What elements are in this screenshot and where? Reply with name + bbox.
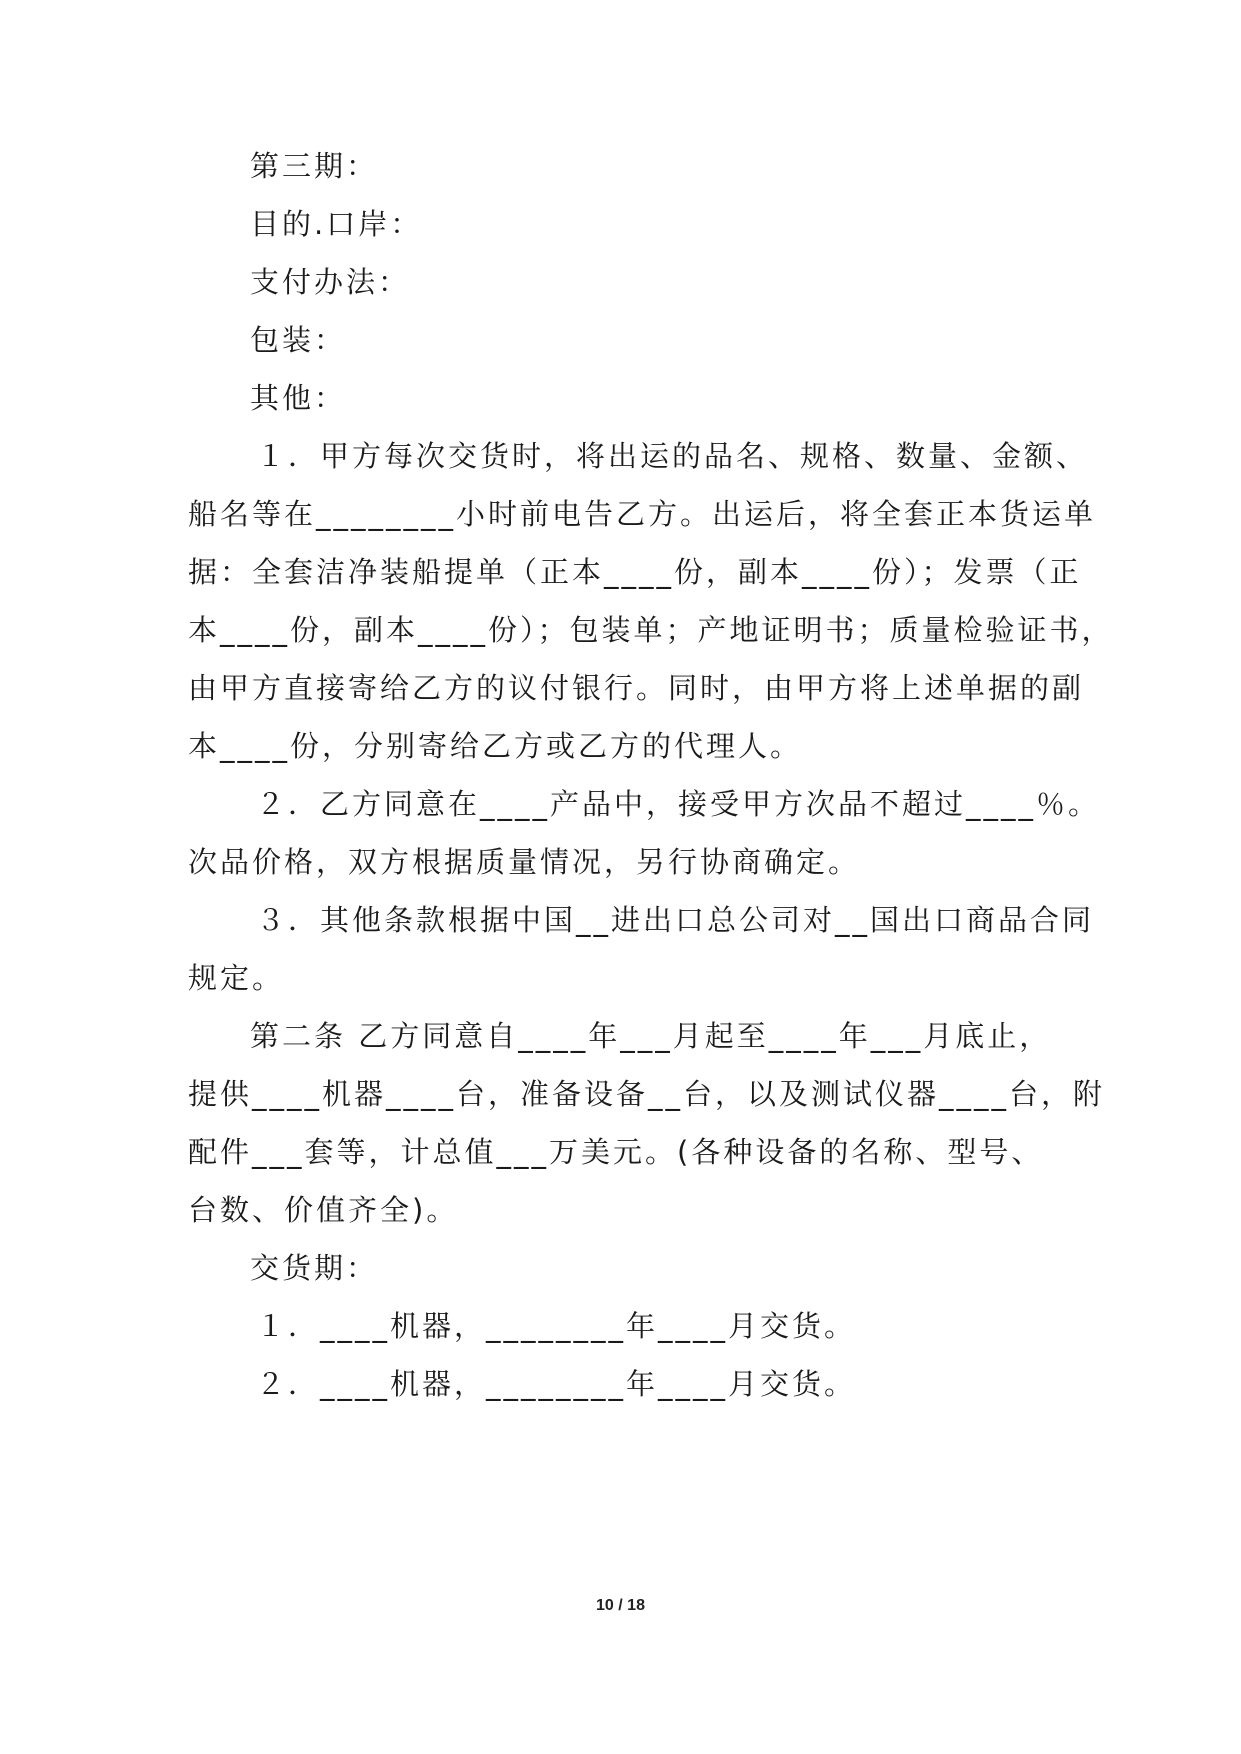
text-line-21: １．____机器，________年____月交货。 <box>256 1309 857 1343</box>
text-line-16: 第二条 乙方同意自____年___月起至____年___月底止， <box>250 1019 1052 1053</box>
text-line-3: 支付办法： <box>250 265 411 299</box>
text-line-4: 包装： <box>250 323 347 357</box>
text-line-19: 台数、价值齐全)。 <box>188 1193 459 1227</box>
text-line-7: 船名等在________小时前电告乙方。出运后，将全套正本货运单 <box>188 497 1097 531</box>
text-line-6: １．甲方每次交货时，将出运的品名、规格、数量、金额、 <box>256 439 1089 473</box>
text-line-9: 本____份，副本____份）；包装单；产地证明书；质量检验证书， <box>188 613 1114 647</box>
text-line-18: 配件___套等，计总值___万美元。(各种设备的名称、型号、 <box>188 1135 1044 1169</box>
text-line-11: 本____份，分别寄给乙方或乙方的代理人。 <box>188 729 803 763</box>
text-line-10: 由甲方直接寄给乙方的议付银行。同时，由甲方将上述单据的副 <box>188 671 1085 705</box>
text-line-22: ２．____机器，________年____月交货。 <box>256 1367 857 1401</box>
text-line-20: 交货期： <box>250 1251 379 1285</box>
text-line-17: 提供____机器____台，准备设备__台，以及测试仪器____台，附 <box>188 1077 1106 1111</box>
text-line-5: 其他： <box>250 381 347 415</box>
text-line-2: 目的.口岸： <box>250 207 423 241</box>
text-line-15: 规定。 <box>188 961 285 995</box>
text-line-1: 第三期： <box>250 149 379 183</box>
text-line-8: 据：全套洁净装船提单（正本____份，副本____份）；发票（正 <box>188 555 1082 589</box>
text-line-14: ３．其他条款根据中国__进出口总公司对__国出口商品合同 <box>256 903 1095 937</box>
text-line-13: 次品价格，双方根据质量情况，另行协商确定。 <box>188 845 861 879</box>
page-number: 10 / 18 <box>596 1597 645 1614</box>
text-line-12: ２．乙方同意在____产品中，接受甲方次品不超过____％。 <box>256 787 1101 821</box>
